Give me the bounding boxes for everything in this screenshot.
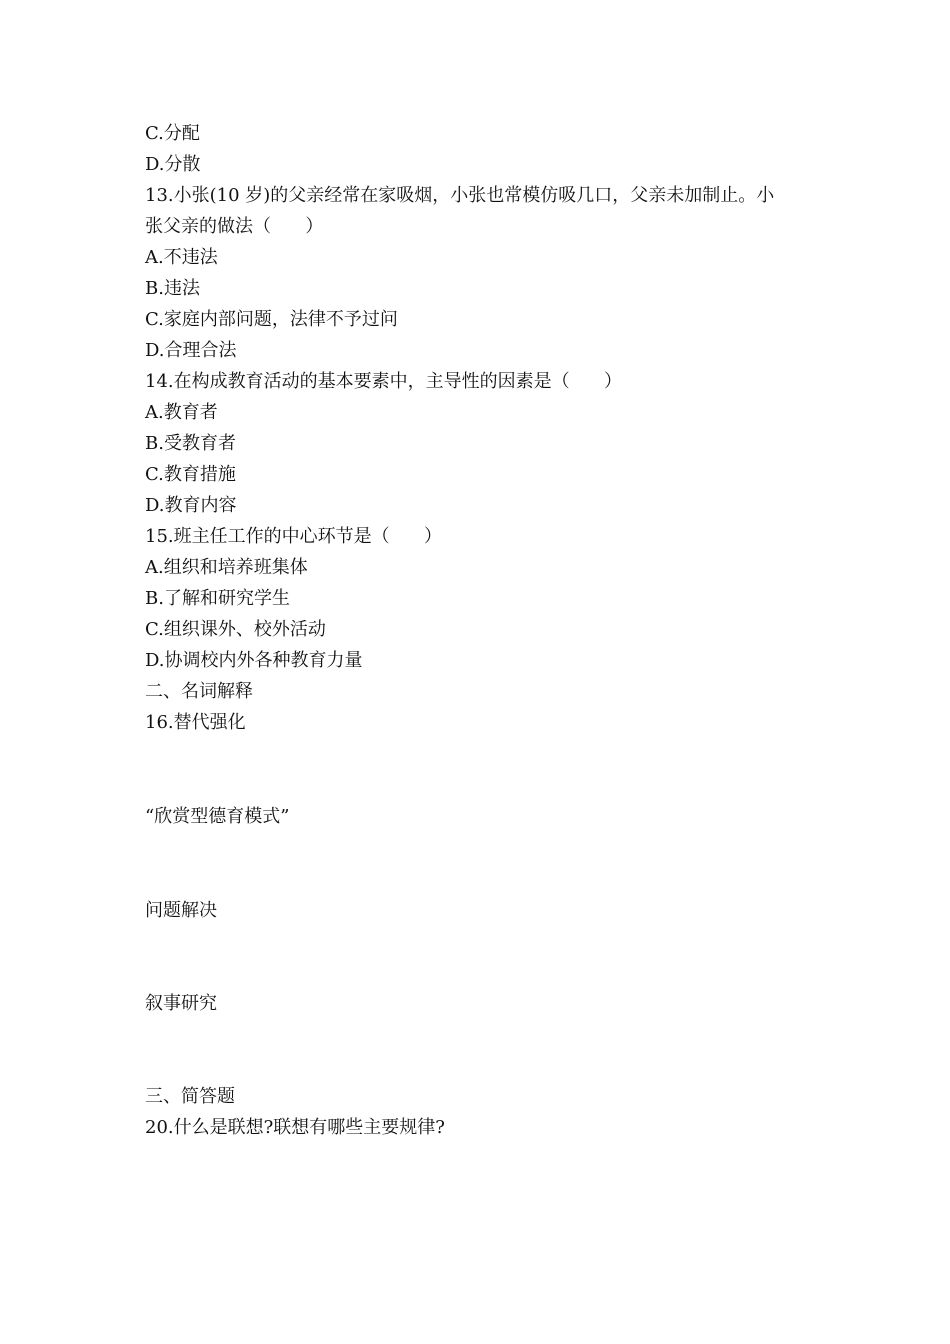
q13-option-d: D.合理合法: [145, 340, 237, 361]
q17-term: “欣赏型德育模式”: [145, 806, 290, 827]
q13-stem-line2: 张父亲的做法（ ）: [145, 216, 324, 237]
section2-heading: 二、名词解释: [145, 681, 253, 702]
q12-option-c: C.分配: [145, 123, 200, 144]
q16-term: 16.替代强化: [145, 712, 246, 733]
q14-stem: 14.在构成教育活动的基本要素中，主导性的因素是（ ）: [145, 371, 622, 392]
q13-option-a: A.不违法: [145, 247, 218, 268]
q12-option-d: D.分散: [145, 154, 201, 175]
q15-stem: 15.班主任工作的中心环节是（ ）: [145, 526, 442, 547]
q20-question: 20.什么是联想?联想有哪些主要规律?: [145, 1117, 445, 1138]
q14-option-c: C.教育措施: [145, 464, 236, 485]
q15-option-a: A.组织和培养班集体: [145, 557, 308, 578]
q18-term: 问题解决: [145, 900, 217, 921]
q15-option-d: D.协调校内外各种教育力量: [145, 650, 363, 671]
q13-option-b: B.违法: [145, 278, 200, 299]
q14-option-d: D.教育内容: [145, 495, 237, 516]
q19-term: 叙事研究: [145, 993, 217, 1014]
q15-option-b: B.了解和研究学生: [145, 588, 290, 609]
section3-heading: 三、简答题: [145, 1086, 235, 1107]
q13-stem-line1: 13.小张(10 岁)的父亲经常在家吸烟，小张也常模仿吸几口，父亲未加制止。小: [145, 185, 775, 206]
q15-option-c: C.组织课外、校外活动: [145, 619, 326, 640]
q13-option-c: C.家庭内部问题，法律不予过问: [145, 309, 398, 330]
q14-option-b: B.受教育者: [145, 433, 236, 454]
q14-option-a: A.教育者: [145, 402, 218, 423]
